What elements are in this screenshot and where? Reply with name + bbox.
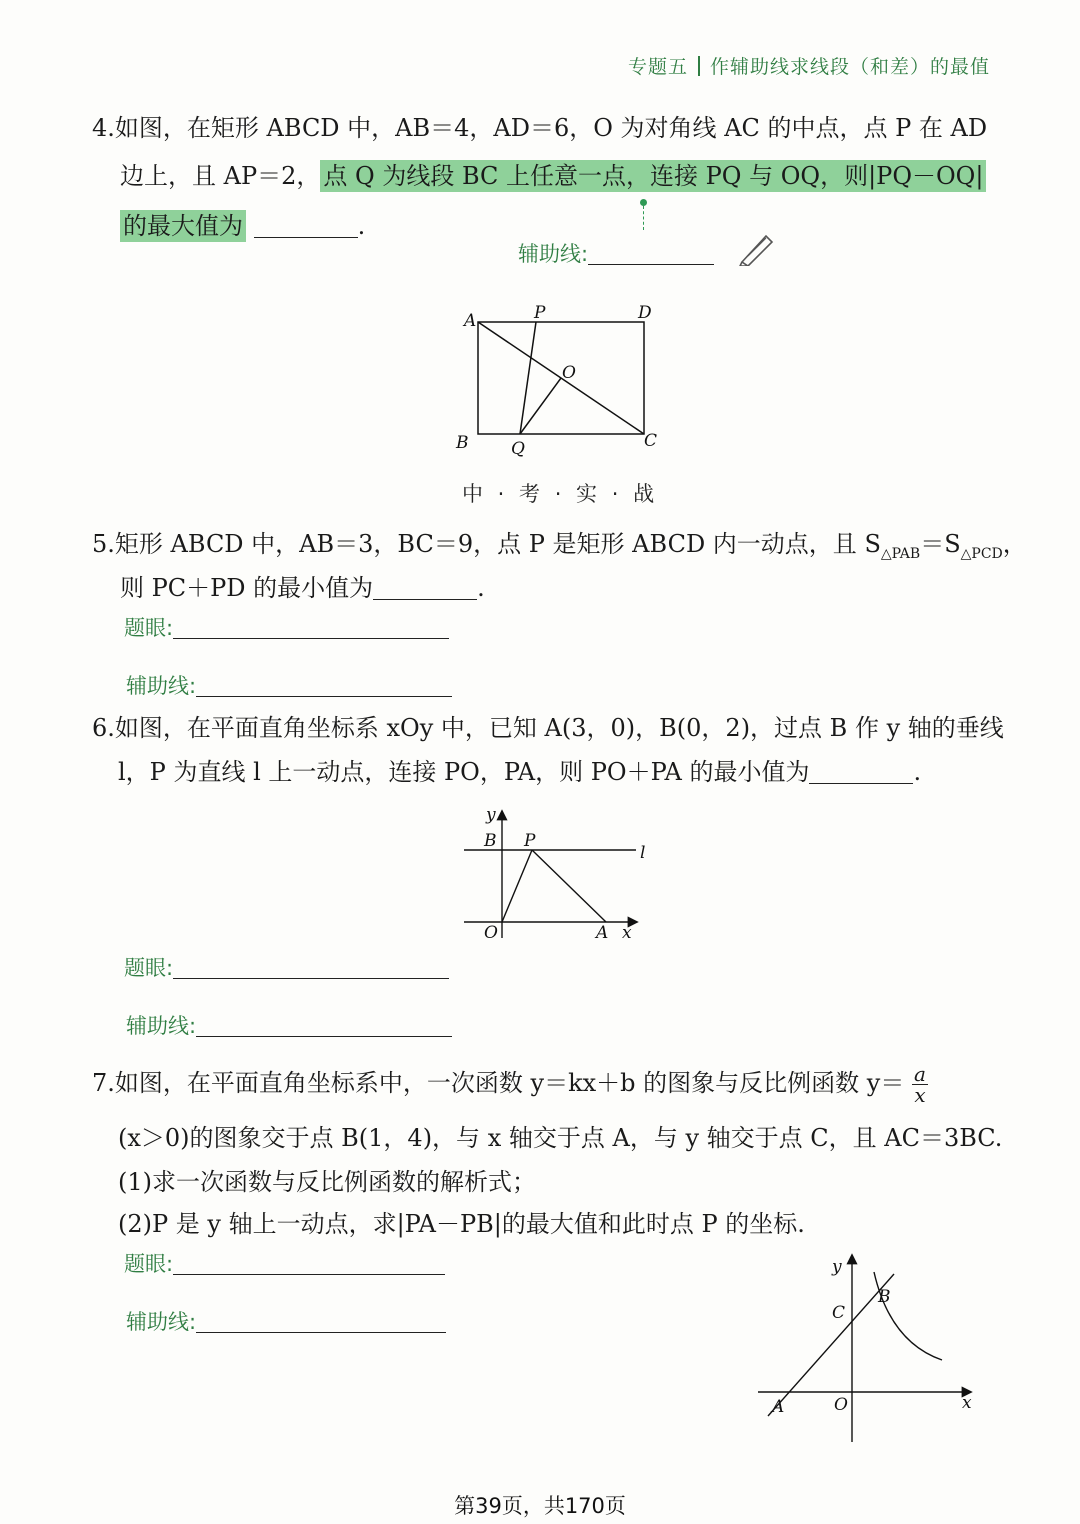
label-a: A	[772, 1397, 785, 1417]
q4-line1: 4.如图，在矩形 ABCD 中，AB＝4，AD＝6，O 为对角线 AC 的中点，点 P 在 AD	[92, 114, 988, 142]
label-c: C	[832, 1303, 846, 1323]
q4-period: .	[357, 212, 366, 240]
q4-answer-blank[interactable]	[254, 237, 358, 238]
page-header	[628, 52, 990, 79]
q4-aux-blank[interactable]	[588, 264, 714, 265]
linear-function	[768, 1274, 894, 1416]
q7-eye-blank[interactable]	[173, 1274, 445, 1275]
q5-answer-blank[interactable]	[373, 599, 477, 600]
q4-aux-label: 辅助线:	[518, 242, 589, 266]
q4-line2	[120, 160, 986, 192]
header-separator	[698, 56, 700, 76]
q6-eye-blank[interactable]	[173, 978, 449, 979]
q6-eye-row	[124, 952, 449, 984]
q5-line1-text: 5.矩形 ABCD 中，AB＝3，BC＝9，点 P 是矩形 ABCD 内一动点，且 S	[92, 530, 881, 558]
label-d: D	[638, 303, 652, 323]
label-b: B	[484, 831, 497, 851]
q6-aux-row	[126, 1010, 452, 1042]
q5-aux-blank[interactable]	[196, 696, 452, 697]
label-o: O	[562, 363, 576, 383]
label-o: O	[484, 923, 498, 943]
section-title: 中 · 考 · 实 · 战	[462, 482, 659, 506]
q6-eye-label: 题眼:	[124, 956, 174, 980]
q7-line1-text: 7.如图，在平面直角坐标系中，一次函数 y＝kx＋b 的图象与反比例函数 y＝	[92, 1069, 905, 1097]
q7-line4: (2)P 是 y 轴上一动点，求|PA－PB|的最大值和此时点 P 的坐标.	[118, 1210, 805, 1238]
label-a: A	[596, 923, 609, 943]
q7-aux-label: 辅助线:	[126, 1310, 197, 1334]
label-p: P	[534, 303, 546, 323]
q6-aux-label: 辅助线:	[126, 1014, 197, 1038]
q5-eq: ＝S	[920, 530, 961, 558]
q7-eye-row	[124, 1248, 445, 1280]
q6-answer-blank[interactable]	[809, 783, 913, 784]
q6-aux-blank[interactable]	[196, 1036, 452, 1037]
q4-line3	[120, 210, 365, 242]
frac-num: a	[913, 1062, 926, 1086]
label-q: Q	[511, 439, 525, 459]
q6-line2-text: l，P 为直线 l 上一动点，连接 PO，PA，则 PO＋PA 的最小值为	[118, 758, 810, 786]
segment-pa	[532, 850, 606, 922]
q7-aux-row	[126, 1306, 446, 1338]
header-topic: 专题五	[627, 56, 688, 78]
label-b: B	[456, 433, 469, 453]
frac-den: x	[914, 1083, 926, 1107]
label-x: x	[622, 923, 632, 943]
q7-figure	[750, 1250, 980, 1446]
q5-sub2: △PCD	[960, 545, 1003, 562]
q5-line2	[120, 572, 485, 604]
q4-line2-pre: 边上，且 AP＝2，	[120, 162, 321, 190]
q5-line1	[92, 528, 1027, 570]
q6-period: .	[913, 758, 922, 786]
pen-icon	[736, 232, 776, 266]
q5-eye-row	[124, 612, 449, 644]
q7-eye-label: 题眼:	[124, 1252, 174, 1276]
label-x: x	[962, 1393, 972, 1413]
q5-eye-blank[interactable]	[173, 638, 449, 639]
page-footer: 第39页，共170页	[454, 1494, 626, 1518]
q6-line2	[118, 756, 921, 788]
q4-figure	[450, 298, 670, 462]
segment-po	[502, 850, 532, 922]
label-o: O	[834, 1395, 848, 1415]
q5-line2-text: 则 PC＋PD 的最小值为	[120, 574, 374, 602]
label-y: y	[486, 805, 496, 825]
q4-highlight-2: 的最大值为	[120, 210, 246, 242]
q5-period: .	[477, 574, 485, 602]
label-p: P	[524, 831, 536, 851]
q7-line3: (1)求一次函数与反比例函数的解析式；	[118, 1168, 536, 1196]
label-y: y	[832, 1257, 842, 1277]
header-title: 作辅助线求线段（和差）的最值	[709, 56, 990, 78]
segment-pq	[520, 322, 536, 434]
q7-aux-blank[interactable]	[196, 1332, 446, 1333]
q5-aux-label: 辅助线:	[126, 674, 197, 698]
annotation-dash	[643, 206, 644, 230]
q4-aux-line	[518, 238, 714, 270]
q5-sub1: △PAB	[880, 545, 921, 562]
q5-eye-label: 题眼:	[124, 616, 174, 640]
q7-fraction	[912, 1064, 928, 1105]
label-a: A	[464, 311, 477, 331]
q5-line1-end: ，	[1002, 530, 1027, 558]
q4-highlight-1: 点 Q 为线段 BC 上任意一点，连接 PQ 与 OQ，则|PQ－OQ|	[320, 160, 986, 192]
q6-figure	[460, 804, 660, 946]
annotation-dot	[640, 199, 647, 206]
q5-aux-row	[126, 670, 452, 702]
q6-line1: 6.如图，在平面直角坐标系 xOy 中，已知 A(3，0)，B(0，2)，过点 B 作 y 轴的垂线	[92, 714, 1004, 742]
q7-line1	[92, 1064, 928, 1105]
label-l: l	[640, 843, 646, 863]
label-c: C	[644, 431, 658, 451]
q7-line2: (x＞0)的图象交于点 B(1，4)，与 x 轴交于点 A，与 y 轴交于点 C，且 AC＝3BC.	[118, 1124, 1003, 1152]
label-b: B	[878, 1287, 891, 1307]
